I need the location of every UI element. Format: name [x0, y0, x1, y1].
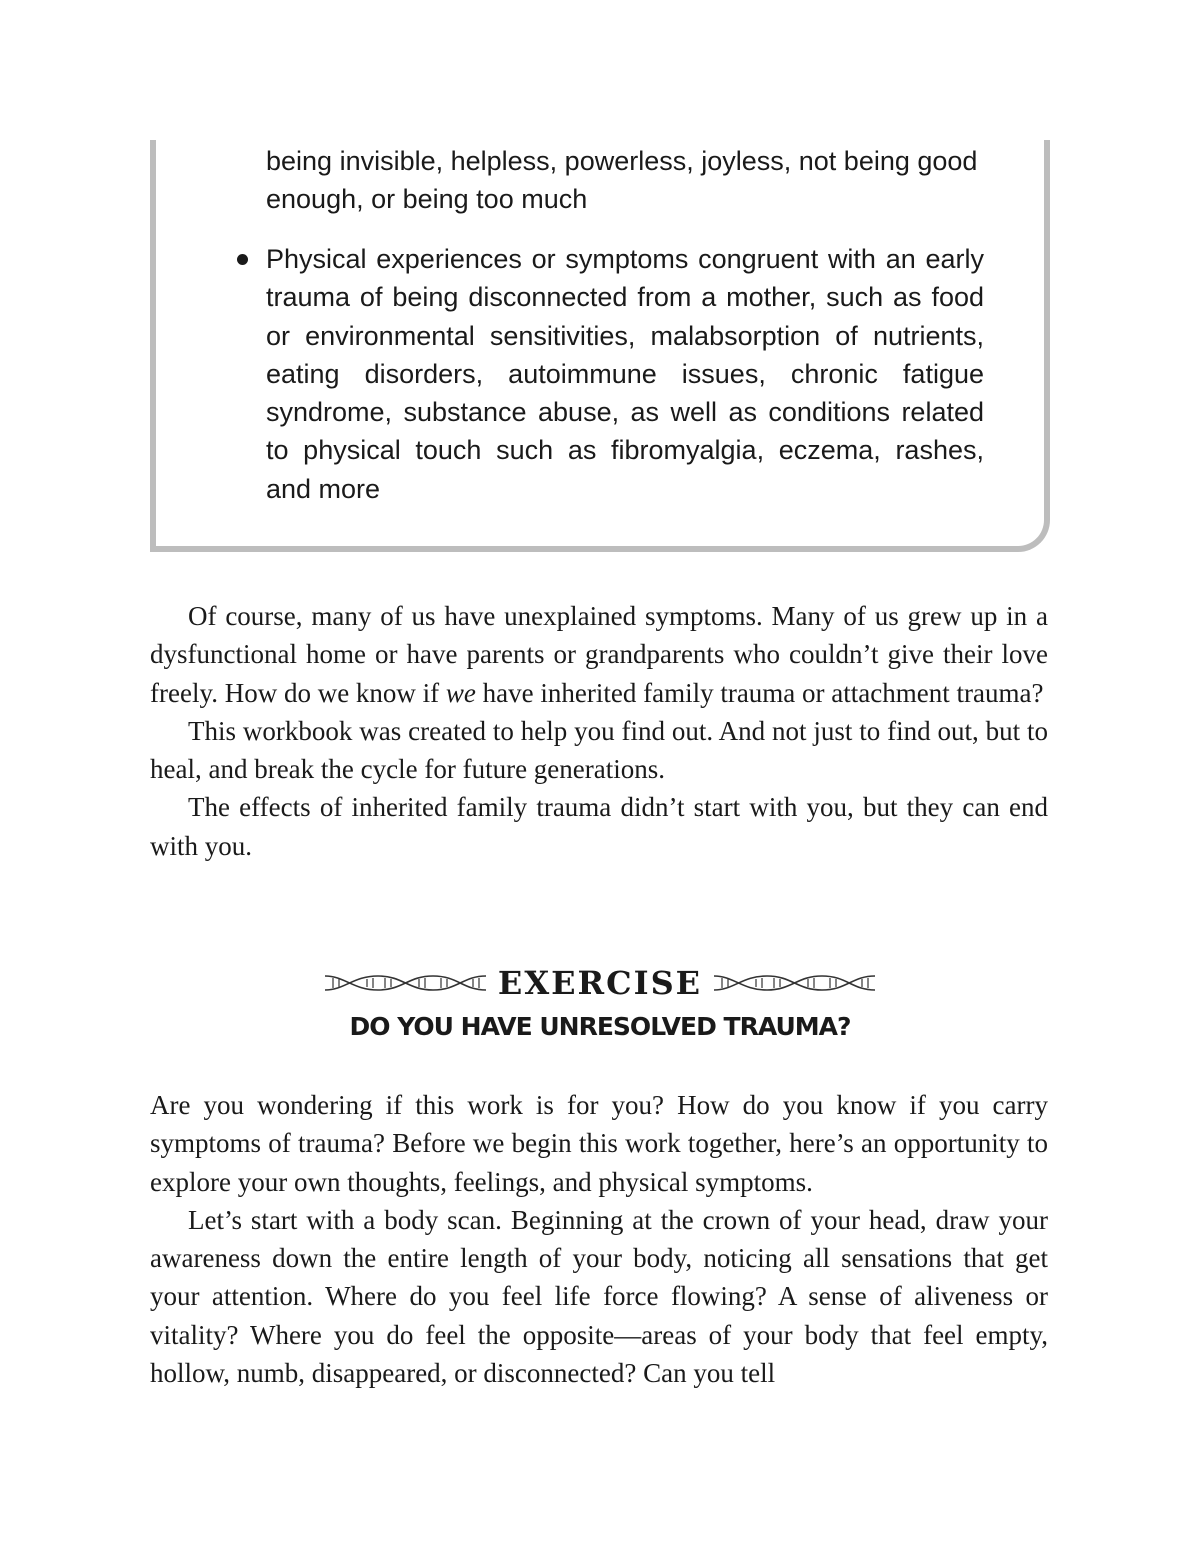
body-paragraph-2: This workbook was created to help you find out. And not just to find out, but to heal, and break the cycle for future generations. — [150, 715, 1048, 785]
dna-helix-icon — [712, 970, 877, 996]
body-paragraph-3: The effects of inherited family trauma didn’t start with you, but they can end with you. — [150, 792, 1048, 861]
exercise-header — [0, 958, 1200, 1008]
exercise-paragraph-2: Let’s start with a body scan. Beginning at the crown of your head, draw your awareness down the entire length of your body, noticing all sensations that get your attention. Where do you feel life force flowing? A sense of aliveness or vitality? Where you do feel the opposite—areas of your body that feel empty, hollow, numb, disappeared, or disconnected? Can you tell — [150, 1204, 1048, 1389]
body-paragraph-1: Of course, many of us have unexplained symptoms. Many of us grew up in a dysfunctional home or have parents or grandparents who couldn’t give their love freely. How do we know if we have inherited family trauma or attachment trauma? — [150, 601, 1048, 708]
emphasis-we: we — [445, 677, 476, 708]
sidebar-continued-text: being invisible, helpless, powerless, joyless, not being good enough, or being too much — [266, 146, 978, 215]
bullet-icon — [237, 254, 248, 265]
body-text — [150, 597, 1048, 865]
exercise-title: DO YOU HAVE UNRESOLVED TRAUMA? — [349, 1012, 851, 1041]
exercise-label: EXERCISE — [497, 964, 703, 1002]
exercise-text — [150, 1086, 1048, 1392]
dna-helix-icon — [323, 970, 488, 996]
exercise-paragraph-1: Are you wondering if this work is for you? How do you know if you carry symptoms of trauma? Before we begin this work together, here’s an opportunity to explore your own thoughts, feelings, and physical symptoms. — [150, 1090, 1048, 1197]
sidebar-bullet-item: Physical experiences or symptoms congruent with an early trauma of being disconnected from a mother, such as food or environmental sensitivities, malabsorption of nutrients, eating disorders, autoimmune issues, chronic fatigue syndrome, substance abuse, as well as conditions related to physical touch such as fibromyalgia, eczema, rashes, and more — [266, 244, 984, 504]
